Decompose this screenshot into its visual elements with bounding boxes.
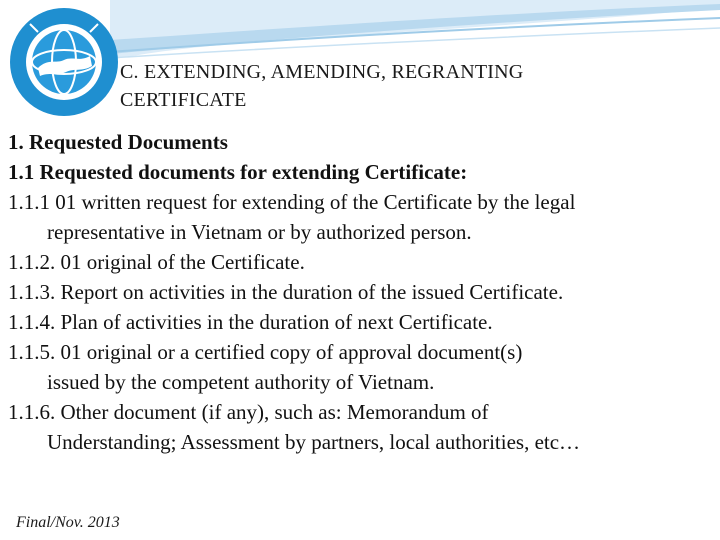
title-line-2: CERTIFICATE: [120, 89, 247, 111]
list-item-continuation: issued by the competent authority of Vietnam.: [47, 370, 435, 394]
organization-logo: [8, 6, 120, 118]
list-item: 1.1.6. Other document (if any), such as: Memorandum of: [8, 400, 489, 424]
footer-date: Final/Nov. 2013: [16, 514, 120, 531]
list-item: 1.1.2. 01 original of the Certificate.: [8, 250, 305, 274]
section-heading: 1. Requested Documents: [8, 130, 228, 154]
slide-body: [8, 127, 714, 457]
title-line-1: C. EXTENDING, AMENDING, REGRANTING: [120, 61, 524, 83]
list-item: 1.1.3. Report on activities in the duration of the issued Certificate.: [8, 280, 564, 304]
list-item: 1.1.4. Plan of activities in the duration of next Certificate.: [8, 310, 493, 334]
list-item-continuation: representative in Vietnam or by authorized person.: [47, 220, 472, 244]
list-item: 1.1.5. 01 original or a certified copy of approval document(s): [8, 340, 523, 364]
subsection-heading: 1.1 Requested documents for extending Certificate:: [8, 160, 468, 184]
list-item: 1.1.1 01 written request for extending of the Certificate by the legal: [8, 190, 576, 214]
list-item-continuation: Understanding; Assessment by partners, local authorities, etc…: [47, 430, 581, 454]
slide-title: [120, 58, 680, 114]
